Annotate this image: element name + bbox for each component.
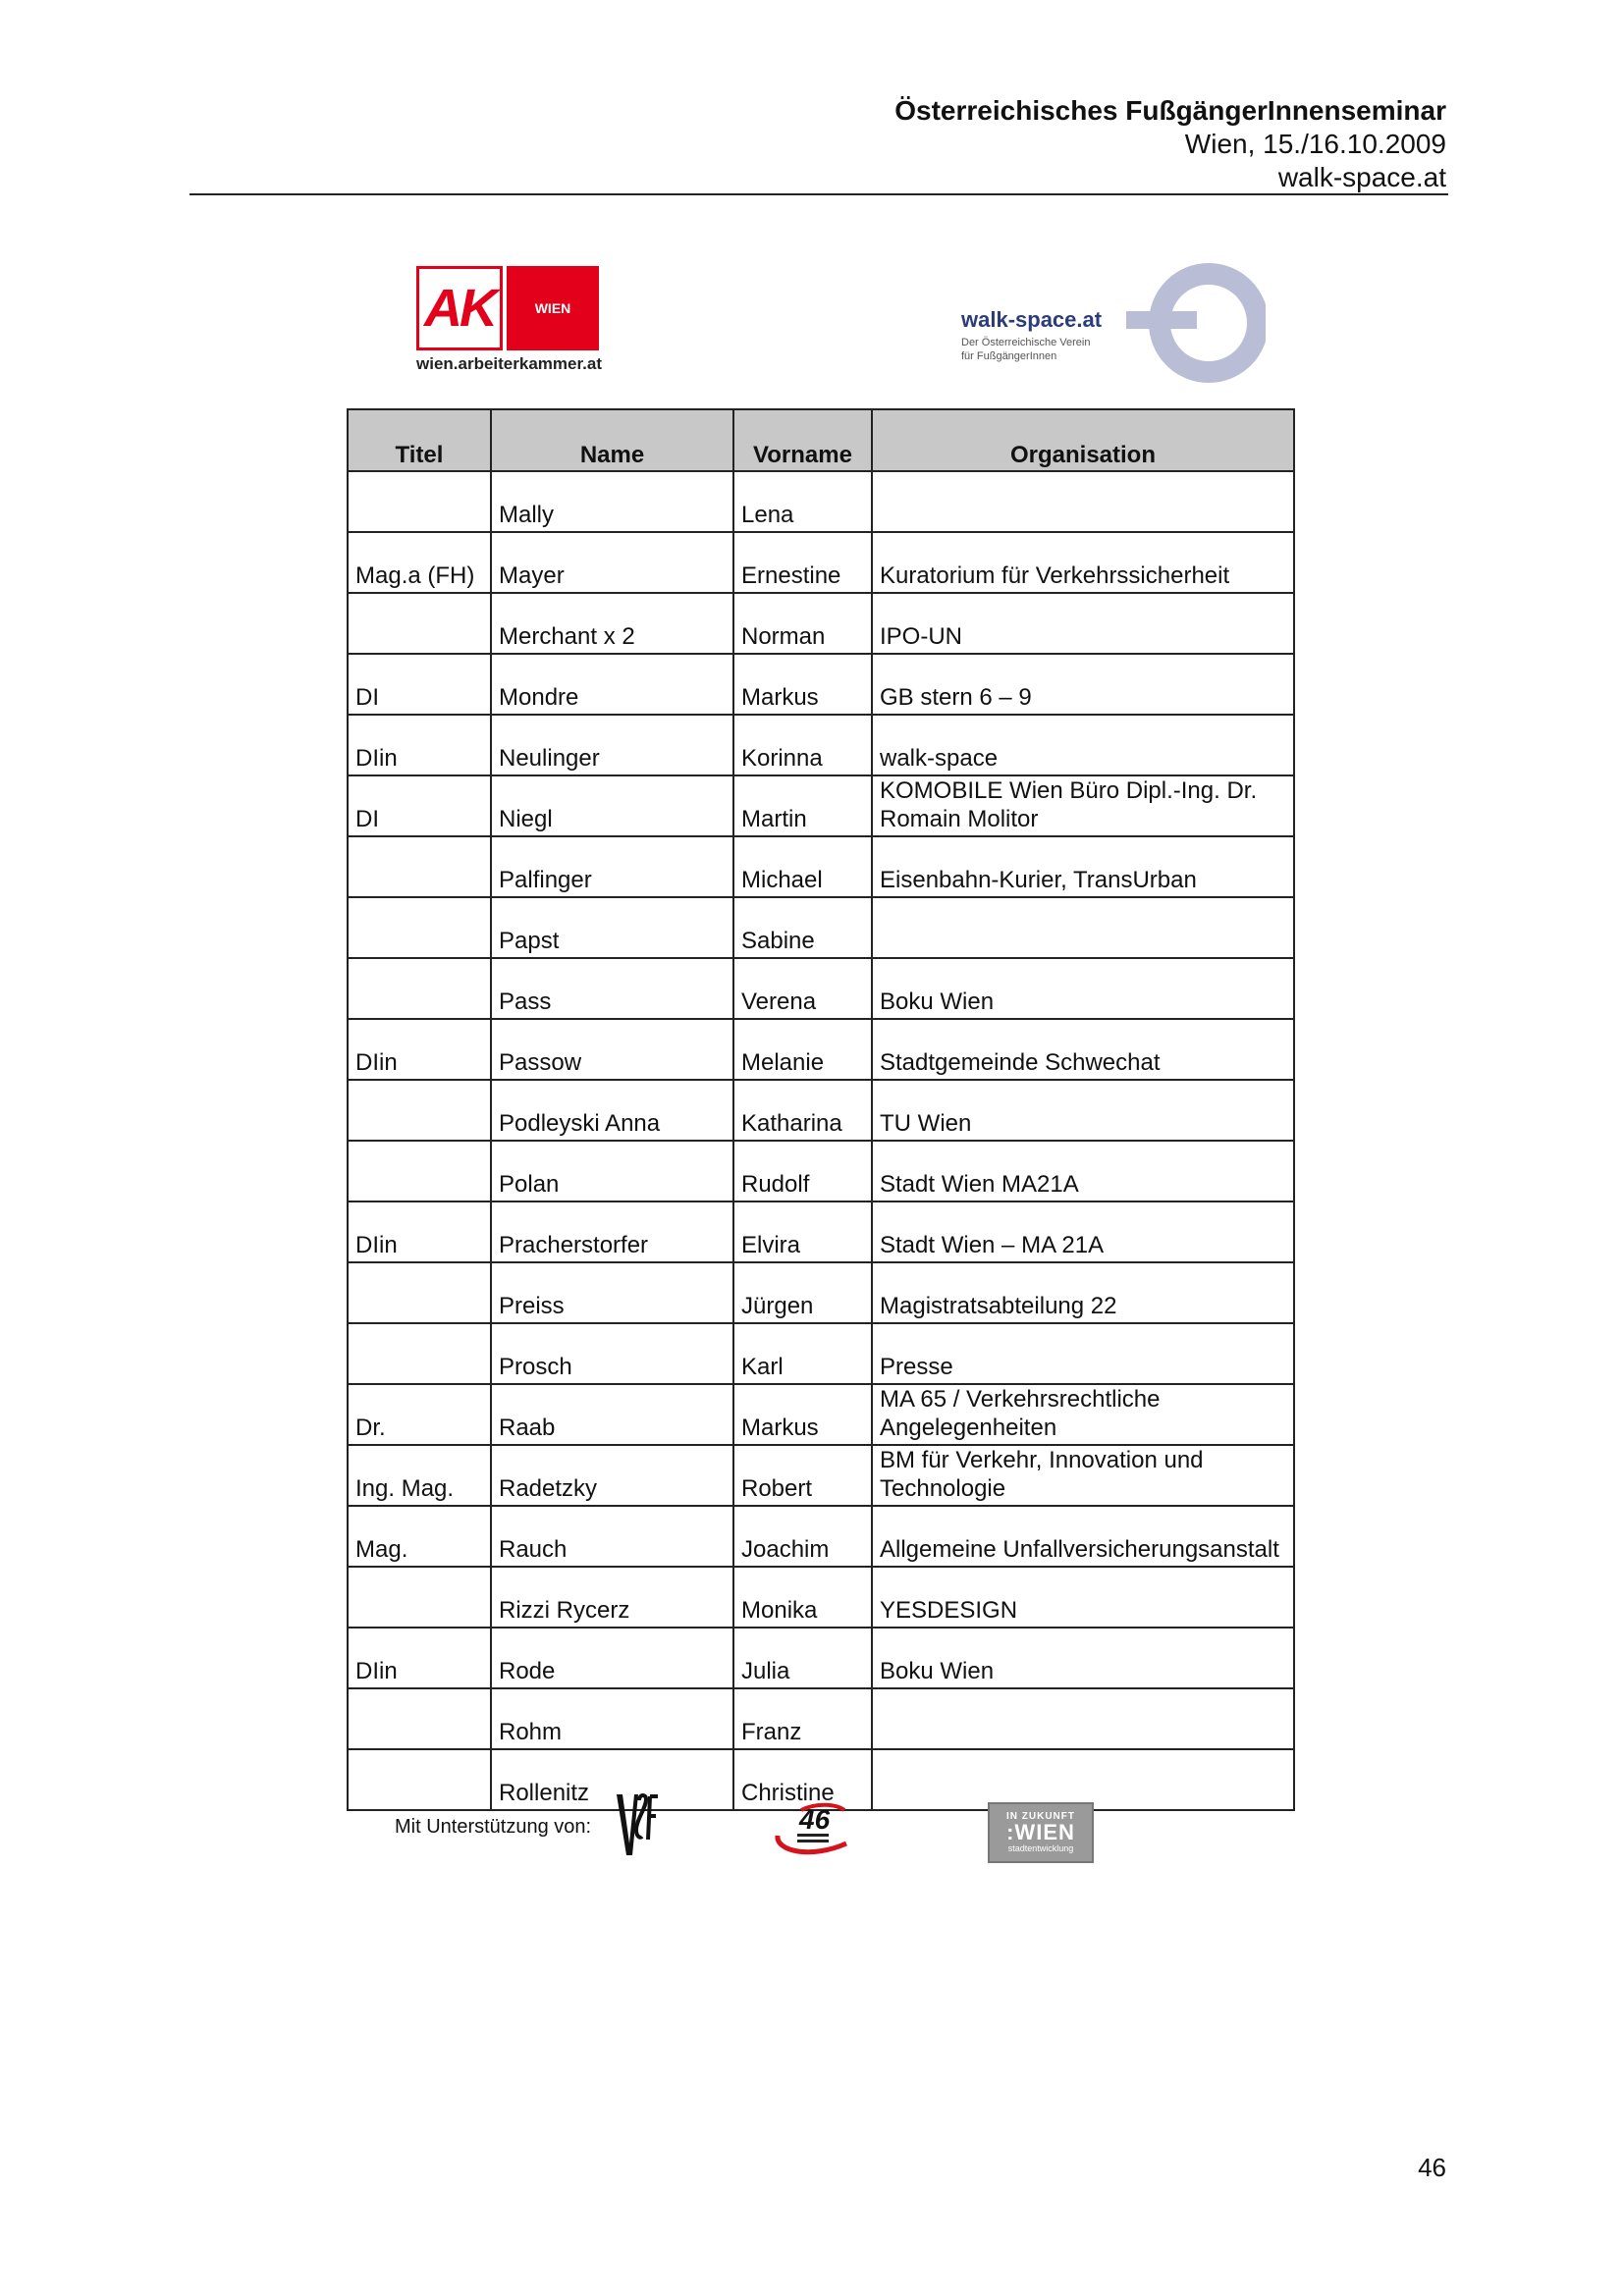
cell-titel [348, 1262, 491, 1323]
cell-name: Pass [491, 958, 733, 1019]
table-row [348, 1080, 1294, 1141]
table-row [348, 1567, 1294, 1628]
cell-name: Prosch [491, 1323, 733, 1384]
seminar-title: Österreichisches FußgängerInnenseminar [894, 95, 1446, 126]
cell-titel [348, 1567, 491, 1628]
cell-organisation: YESDESIGN [872, 1567, 1294, 1628]
participants-table [347, 408, 1295, 1811]
cell-vorname: Ernestine [733, 532, 872, 593]
cell-name: Raab [491, 1384, 733, 1445]
cell-vorname: Jürgen [733, 1262, 872, 1323]
table-row [348, 593, 1294, 654]
cell-vorname: Norman [733, 593, 872, 654]
cell-titel: Dr. [348, 1384, 491, 1445]
cell-name: Papst [491, 897, 733, 958]
table-row [348, 1262, 1294, 1323]
cell-vorname: Katharina [733, 1080, 872, 1141]
cell-organisation: Boku Wien [872, 1628, 1294, 1688]
table-row [348, 532, 1294, 593]
table-row [348, 1445, 1294, 1506]
cell-name: Preiss [491, 1262, 733, 1323]
table-row [348, 1141, 1294, 1201]
cell-vorname: Joachim [733, 1506, 872, 1567]
cell-name: Polan [491, 1141, 733, 1201]
header-rule [189, 193, 1448, 195]
cell-titel [348, 1080, 491, 1141]
col-header-vorname: Vorname [733, 409, 872, 471]
cell-organisation: Allgemeine Unfallversicherungsanstalt [872, 1506, 1294, 1567]
cell-organisation: Stadtgemeinde Schwechat [872, 1019, 1294, 1080]
cell-vorname: Martin [733, 775, 872, 836]
cell-name: Merchant x 2 [491, 593, 733, 654]
ak-wien-badge: WIEN [507, 266, 599, 350]
table-row [348, 715, 1294, 775]
cell-vorname: Lena [733, 471, 872, 532]
cell-titel: DIin [348, 1628, 491, 1688]
table-row [348, 1688, 1294, 1749]
cell-vorname: Sabine [733, 897, 872, 958]
col-header-titel: Titel [348, 409, 491, 471]
cell-vorname: Michael [733, 836, 872, 897]
cell-organisation: Stadt Wien MA21A [872, 1141, 1294, 1201]
table-row [348, 471, 1294, 532]
cell-vorname: Franz [733, 1688, 872, 1749]
table-row [348, 1628, 1294, 1688]
vsf-logo-icon [613, 1790, 662, 1861]
table-row [348, 1019, 1294, 1080]
support-label: Mit Unterstützung von: [395, 1816, 592, 1838]
col-header-name: Name [491, 409, 733, 471]
cell-titel: Mag.a (FH) [348, 532, 491, 593]
cell-titel: DIin [348, 715, 491, 775]
cell-vorname: Markus [733, 654, 872, 715]
cell-vorname: Christine [733, 1749, 872, 1810]
table-row [348, 1506, 1294, 1567]
cell-name: Pracherstorfer [491, 1201, 733, 1262]
cell-titel [348, 1323, 491, 1384]
cell-vorname: Verena [733, 958, 872, 1019]
cell-titel [348, 1688, 491, 1749]
walkspace-logo [961, 260, 1266, 386]
cell-organisation: KOMOBILE Wien Büro Dipl.-Ing. Dr. Romain Molitor [872, 775, 1294, 836]
col-header-organisation: Organisation [872, 409, 1294, 471]
cell-name: Niegl [491, 775, 733, 836]
cell-titel: Mag. [348, 1506, 491, 1567]
cell-name: Rode [491, 1628, 733, 1688]
cell-organisation: Magistratsabteilung 22 [872, 1262, 1294, 1323]
cell-vorname: Rudolf [733, 1141, 872, 1201]
cell-titel [348, 836, 491, 897]
cell-titel [348, 471, 491, 532]
46-organisation-logo [772, 1800, 854, 1859]
cell-name: Mally [491, 471, 733, 532]
table-row [348, 958, 1294, 1019]
cell-vorname: Elvira [733, 1201, 872, 1262]
walkspace-subtitle: Der Österreichische Verein für FußgängerInnen [961, 337, 1091, 363]
cell-organisation: TU Wien [872, 1080, 1294, 1141]
table-row [348, 897, 1294, 958]
seminar-website: walk-space.at [1277, 162, 1446, 193]
cell-name: Rauch [491, 1506, 733, 1567]
cell-organisation: Presse [872, 1323, 1294, 1384]
cell-organisation [872, 1688, 1294, 1749]
table-header-row [348, 409, 1294, 471]
table-row [348, 836, 1294, 897]
cell-vorname: Julia [733, 1628, 872, 1688]
cell-titel: DIin [348, 1019, 491, 1080]
ak-wien-logo [416, 266, 603, 374]
cell-titel [348, 1141, 491, 1201]
cell-organisation: walk-space [872, 715, 1294, 775]
cell-name: Neulinger [491, 715, 733, 775]
cell-organisation: GB stern 6 – 9 [872, 654, 1294, 715]
ak-mark: AK [416, 266, 503, 350]
cell-titel [348, 958, 491, 1019]
cell-vorname: Monika [733, 1567, 872, 1628]
seminar-date: Wien, 15./16.10.2009 [1184, 129, 1446, 160]
cell-titel [348, 1749, 491, 1810]
cell-name: Radetzky [491, 1445, 733, 1506]
cell-vorname: Markus [733, 1384, 872, 1445]
table-row [348, 654, 1294, 715]
cell-name: Rollenitz [491, 1749, 733, 1810]
cell-name: Passow [491, 1019, 733, 1080]
cell-vorname: Robert [733, 1445, 872, 1506]
cell-organisation: BM für Verkehr, Innovation und Technologie [872, 1445, 1294, 1506]
walkspace-name: walk-space.at [961, 307, 1103, 332]
cell-organisation [872, 471, 1294, 532]
cell-organisation: Eisenbahn-Kurier, TransUrban [872, 836, 1294, 897]
cell-organisation [872, 1749, 1294, 1810]
cell-name: Rizzi Rycerz [491, 1567, 733, 1628]
cell-organisation: MA 65 / Verkehrsrechtliche Angelegenheiten [872, 1384, 1294, 1445]
cell-titel: DIin [348, 1201, 491, 1262]
cell-titel: DI [348, 775, 491, 836]
table-row [348, 1323, 1294, 1384]
cell-titel: DI [348, 654, 491, 715]
cell-organisation: IPO-UN [872, 593, 1294, 654]
cell-titel: Ing. Mag. [348, 1445, 491, 1506]
page-number: 46 [1418, 2153, 1446, 2182]
cell-name: Mondre [491, 654, 733, 715]
cell-organisation: Stadt Wien – MA 21A [872, 1201, 1294, 1262]
cell-name: Rohm [491, 1688, 733, 1749]
table-row [348, 1201, 1294, 1262]
wien-stadtentwicklung-logo: IN ZUKUNFT :WIEN stadtentwicklung [988, 1802, 1094, 1863]
cell-name: Podleyski Anna [491, 1080, 733, 1141]
cell-organisation [872, 897, 1294, 958]
page-header [894, 94, 1446, 194]
cell-organisation: Kuratorium für Verkehrssicherheit [872, 532, 1294, 593]
cell-vorname: Melanie [733, 1019, 872, 1080]
table-row [348, 1384, 1294, 1445]
46-number: 46 [799, 1804, 831, 1835]
cell-name: Palfinger [491, 836, 733, 897]
ak-url: wien.arbeiterkammer.at [416, 354, 602, 373]
cell-organisation: Boku Wien [872, 958, 1294, 1019]
cell-name: Mayer [491, 532, 733, 593]
cell-vorname: Karl [733, 1323, 872, 1384]
cell-vorname: Korinna [733, 715, 872, 775]
table-row [348, 775, 1294, 836]
cell-titel [348, 593, 491, 654]
cell-titel [348, 897, 491, 958]
